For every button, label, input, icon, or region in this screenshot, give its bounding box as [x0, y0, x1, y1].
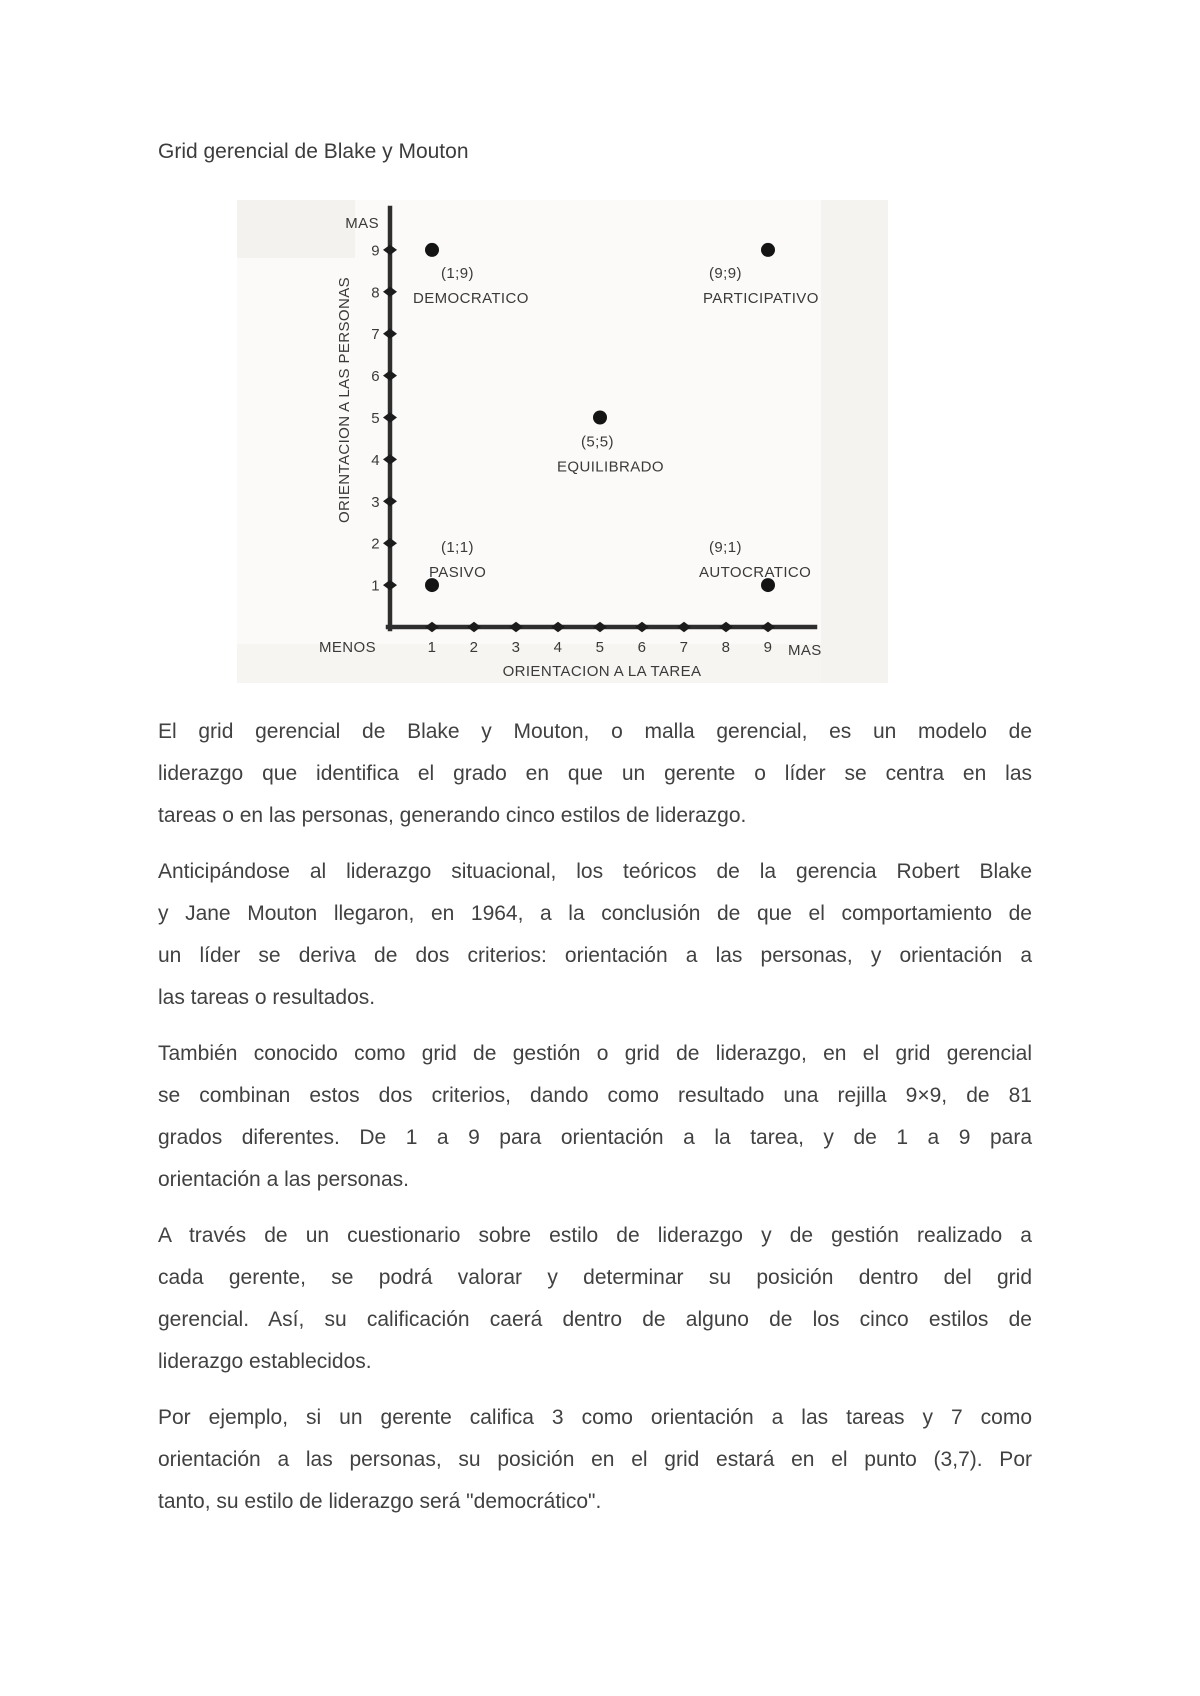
- text-line: Anticipándose al liderazgo situacional, los teóricos de la gerencia Robert Blake: [158, 860, 1032, 883]
- page-title: Grid gerencial de Blake y Mouton: [158, 140, 469, 163]
- figure-background: [237, 200, 888, 683]
- paragraph-2: [158, 851, 1032, 1019]
- text-line: A través de un cuestionario sobre estilo de liderazgo y de gestión realizado a: [158, 1224, 1032, 1247]
- point-style-label: AUTOCRATICO: [699, 564, 812, 582]
- text-line: un líder se deriva de dos criterios: orientación a las personas, y orientación a: [158, 944, 1032, 967]
- figure-background-patch: [821, 200, 888, 683]
- text-line: liderazgo que identifica el grado en que un gerente o líder se centra en las: [158, 762, 1032, 785]
- text-line: orientación a las personas.: [158, 1168, 409, 1191]
- text-line: se combinan estos dos criterios, dando como resultado una rejilla 9×9, de 81: [158, 1084, 1032, 1107]
- x-tick-label: 9: [763, 639, 773, 656]
- text-line: gerencial. Así, su calificación caerá dentro de alguno de los cinco estilos de: [158, 1308, 1032, 1331]
- point-coord-label: (5;5): [581, 433, 614, 451]
- y-tick-label: 7: [371, 326, 380, 344]
- x-tick-label: 7: [679, 639, 689, 656]
- y-tick-label: 9: [371, 242, 380, 260]
- x-tick-label: 6: [637, 639, 647, 656]
- managerial-grid-figure: [237, 200, 888, 683]
- y-tick-label: 1: [371, 577, 380, 595]
- x-tick-label: 3: [511, 639, 521, 656]
- y-axis-title: ORIENTACION A LAS PERSONAS: [336, 276, 353, 524]
- text-line: las tareas o resultados.: [158, 986, 376, 1009]
- x-tick-label: 2: [469, 639, 479, 656]
- paragraph-1: [158, 711, 1032, 837]
- figure-background-patch: [237, 200, 355, 258]
- text-line: liderazgo establecidos.: [158, 1350, 372, 1373]
- x-tick-label: 1: [427, 639, 437, 656]
- x-axis-min-label: MENOS: [318, 639, 376, 656]
- text-line: tareas o en las personas, generando cinco estilos de liderazgo.: [158, 804, 747, 827]
- text-line: Por ejemplo, si un gerente califica 3 como orientación a las tareas y 7 como: [158, 1406, 1032, 1429]
- point-style-label: PARTICIPATIVO: [703, 289, 819, 307]
- x-axis-max-label: MAS: [788, 642, 822, 659]
- point-style-label: EQUILIBRADO: [557, 458, 664, 476]
- paragraph-3: [158, 1033, 1032, 1201]
- x-tick-label: 4: [553, 639, 563, 656]
- point-coord-label: (9;9): [709, 264, 742, 282]
- text-line: cada gerente, se podrá valorar y determinar su posición dentro del grid: [158, 1266, 1032, 1289]
- y-tick-label: 2: [371, 535, 380, 553]
- x-tick-label: 5: [595, 639, 605, 656]
- body-text: [158, 711, 1032, 1537]
- text-line: También conocido como grid de gestión o grid de liderazgo, en el grid gerencial: [158, 1042, 1032, 1065]
- text-line: y Jane Mouton llegaron, en 1964, a la conclusión de que el comportamiento de: [158, 902, 1032, 925]
- y-tick-label: 4: [371, 451, 380, 469]
- text-line: grados diferentes. De 1 a 9 para orientación a la tarea, y de 1 a 9 para: [158, 1126, 1032, 1149]
- y-tick-label: 3: [371, 493, 380, 511]
- x-axis-title: ORIENTACION A LA TAREA: [502, 663, 702, 680]
- paragraph-5: [158, 1397, 1032, 1523]
- y-tick-label: 5: [371, 410, 380, 427]
- paragraph-4: [158, 1215, 1032, 1383]
- text-line: El grid gerencial de Blake y Mouton, o malla gerencial, es un modelo de: [158, 720, 1032, 743]
- x-tick-label: 8: [721, 639, 731, 656]
- y-tick-label: 8: [371, 284, 380, 302]
- text-line: tanto, su estilo de liderazgo será "democrático".: [158, 1490, 602, 1513]
- point-style-label: DEMOCRATICO: [413, 289, 529, 307]
- point-coord-label: (9;1): [709, 539, 742, 557]
- y-axis-max-label: MAS: [345, 215, 379, 232]
- point-coord-label: (1;1): [441, 539, 474, 557]
- text-line: orientación a las personas, su posición en el grid estará en el punto (3,7). Por: [158, 1448, 1032, 1471]
- managerial-grid-chart: [237, 200, 888, 683]
- point-coord-label: (1;9): [441, 264, 474, 282]
- point-style-label: PASIVO: [429, 564, 487, 582]
- data-point-democratico: [425, 243, 439, 257]
- data-point-equilibrado: [593, 411, 607, 425]
- y-tick-label: 6: [371, 368, 380, 386]
- data-point-participativo: [761, 243, 775, 257]
